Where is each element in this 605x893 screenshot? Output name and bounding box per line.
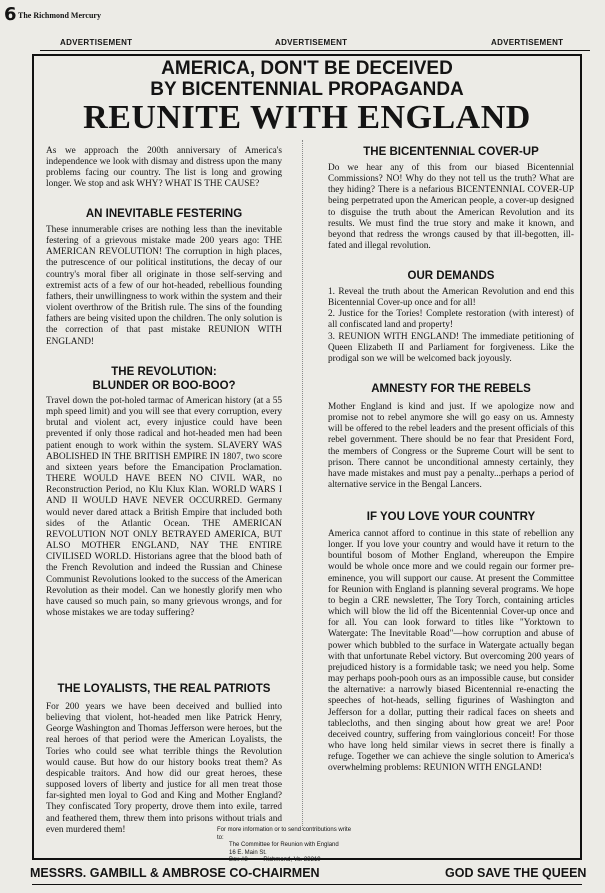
section-body: These innumerable crises are nothing less than the inevitable festering of a grievous mistake made 200 years ago: THE AMERICAN REVOLUTION! The corruption in high places, the putrescence of our political institutions, the decay of our country's moral fiber all originate in those self-serving and extremist acts of a few of our hot-headed, rebellious founding fathers, their unwillingness to work within the system and their violent overthrow of the British rule. The sins of the founding fathers are being visited upon the children. The only solution is the correction of that past mistake REUNION WITH ENGLAND! [46,225,282,347]
contact-line: The Committee for Reunion with England [229,842,339,848]
contact-line: to: [217,834,224,841]
contact-line [217,857,351,865]
contact-box: Box #8 [229,857,248,863]
section-body: Mother England is kind and just. If we apologize now and promise not to rebel anymore she will go easy on us. Amnesty will be offered to the rebel leaders and the present officials of this rebel government. There should be no fear that President Ford, the members of Congress or the Supreme Court will be sent to prison. There cannot be unconditional amnesty certainly, they have made mistakes and must pay a penalty...perhaps a period of alternative service in the Bengal Lancers. [328,402,574,491]
contact-city: Richmond, Va. 23219 [263,857,321,863]
demand-item: 1. Reveal the truth about the American Revolution and end this Bicentennial Cover-up once and for all! [328,287,574,309]
section-body: Do we hear any of this from our biased Bicentennial Commissions? NO! Why do they not tell us the truth? What are they hiding? There is a nefarious BICENTENNIAL COVER-UP being perpetrated upon the American people, a cover-up designed to disguise the truth about the American Revolution and its results. We must find the true story and make it known, and beyond that redress the wrongs caused by that ill-begotten, ill-fated and illegal revolution. [328,163,574,252]
footer-slogan: GOD SAVE THE QUEEN [445,866,587,880]
headline-main: REUNITE WITH ENGLAND [83,99,531,136]
advertisement-label: ADVERTISEMENT [491,38,564,47]
section-heading: AMNESTY FOR THE REBELS [371,383,531,395]
section-heading: THE BICENTENNIAL COVER-UP [363,146,539,158]
demand-item: 2. Justice for the Tories! Complete restoration (with interest) of all confiscated land and property! [328,309,574,331]
contact-info [217,827,351,865]
headline-line-2: BY BICENTENNIAL PROPAGANDA [150,79,464,100]
demands-list [328,287,574,377]
section-body: America cannot afford to continue in this state of rebellion any longer. If you love your country and would have it return to the bountiful bosom of Mother England, whereupon the Empire would be whole once more and we could regain our former pre-eminence, you will support our cause. At present the Committee for Reunion with England is planning several programs. We hope to begin a CRE newsletter, The Tory Torch, containing articles which will blow the lid off the Bicentennial Cover-up once and for all. You can look forward to titles like "Yorktown to Watergate: The Inevitable Road"—how corruption and abuse of power which bubbled to the surface in Watergate actually began with that unfortunate Rebel victory. But overcoming 200 years of prejudiced history is a formidable task; we need you help. Some may perhaps pooh-pooh ours as an impossible cause, but consider the alternative: a narrowly biased Bicentennial re-enacting the speeches of hot-heads, selling figurines of Washington and Jefferson for a dollar, putting their radical faces on sheets and tablecloths, and then singing about how great we are! Poor deceived country, suffering from vainglorious conceit! For those who have long held similar views in secret there is finally a refuge. Together we can achieve the single solution to America's overwhelming problems: REUNION WITH ENGLAND! [328,529,574,774]
section-body: Travel down the pot-holed tarmac of American history (at a 55 mph speed limit) and you will see that every corruption, every brutal and violent act, every injustice could have been prevented if only those radical and hot-headed men had been patient enough to work within the system. SLAVERY WAS ABOLISHED IN THE BRITISH EMPIRE IN 1807, two score and sixteen years before the Emancipation Proclamation. THERE WOULD HAVE BEEN NO CIVIL WAR, no Reconstruction Period, no Klu Klux Klan. WORLD WARS I AND II WOULD HAVE NEVER OCCURRED. Germany would never dared attack a British Empire that included both sides of the Atlantic Ocean. THE AMERICAN REVOLUTION NOT ONLY BETRAYED AMERICA, BUT ALSO MOTHER ENGLAND, NAY THE ENTIRE CIVILISED WORLD. Historians agree that the blood bath of the French Revolution and indeed the Russian and Chinese Communist Revolutions looked to the success of the American Revolution as their model. Can we honestly glorify men who have caused so much pain, so many grievous wrongs, and for whose mistakes we are today suffering? [46,396,282,618]
advertisement-label: ADVERTISEMENT [275,38,348,47]
contact-line: For more information or to send contributions write [217,827,352,833]
section-heading: AN INEVITABLE FESTERING [85,208,243,220]
section-heading: THE LOYALISTS, THE REAL PATRIOTS [57,683,271,695]
advertisement-label: ADVERTISEMENT [60,38,133,47]
column-divider [302,140,303,830]
section-heading: IF YOU LOVE YOUR COUNTRY [366,511,536,523]
section-heading: OUR DEMANDS [407,270,495,282]
demand-item: 3. REUNION WITH ENGLAND! The immediate petitioning of Queen Elizabeth II and Parliament for forgiveness. Like the prodigal son we will be welcomed back joyously. [328,331,574,364]
newspaper-name: The Richmond Mercury [18,11,101,20]
divider [32,884,582,885]
page-number: 6 [4,4,17,25]
section-heading: BLUNDER OR BOO-BOO? [92,380,236,392]
advertisement-label-row [0,38,605,50]
footer-chairmen: MESSRS. GAMBILL & AMBROSE CO-CHAIRMEN [30,866,320,880]
headline-line-1: AMERICA, DON'T BE DECEIVED [161,58,453,79]
section-heading: THE REVOLUTION: [111,366,217,378]
intro-paragraph: As we approach the 200th anniversary of America's independence we look with dismay and distress upon the many problems facing our country. The list is long and growing longer. We stop and ask WHY? WHAT IS THE CAUSE? [46,146,282,190]
section-body: For 200 years we have been deceived and bullied into believing that violent, hot-headed men like Patrick Henry, George Washington and Thomas Jefferson were heroes, but the real heroes of that period were the American Loyalists, the Tories who could see what terrible things the Revolution would cause. But how do our history books treat them? As despicable traitors. And how did our great heroes, these supposed lovers of liberty and justice for all men treat those far-sighted men loyal to God and King and Mother England? They confiscated Tory property, drove them into exile, tarred and feathered them, threw them into prisons without trials and even murdered them! [46,702,282,835]
divider [40,50,590,51]
contact-line: 16 E. Main St. [229,849,267,856]
masthead [4,4,601,24]
